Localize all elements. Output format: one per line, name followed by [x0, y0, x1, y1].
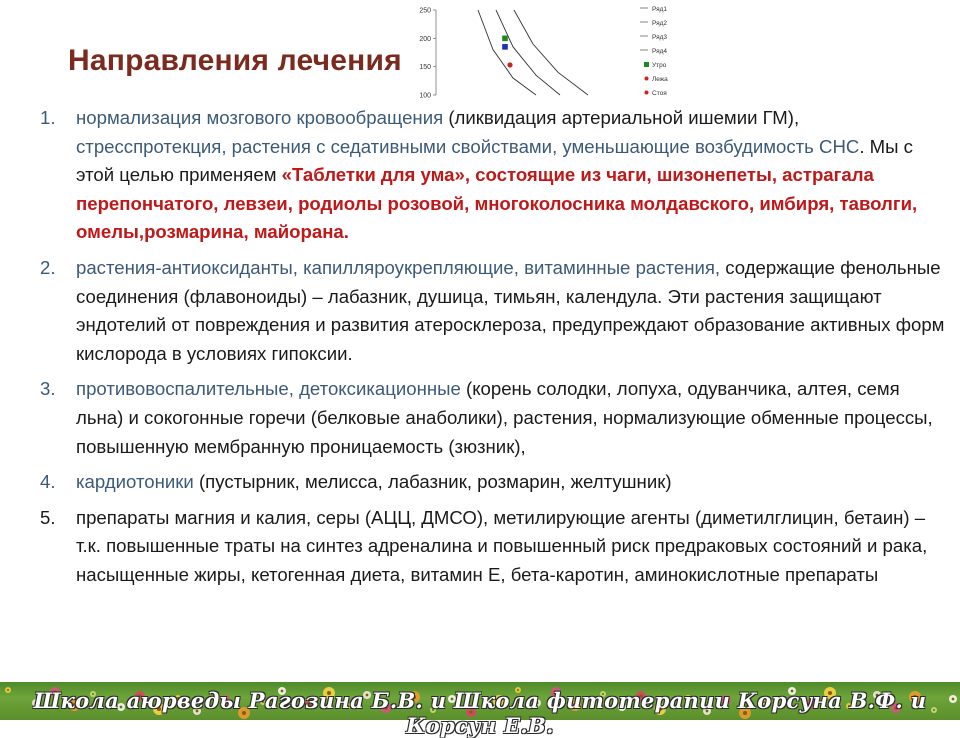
list-item-number: 5. — [40, 506, 56, 528]
chart-y-tick-label: 150 — [419, 64, 431, 72]
legend-label: Ряд1 — [652, 6, 668, 13]
chart-svg — [418, 0, 708, 100]
list-item-text: нормализация мозгового кровообращения — [76, 107, 449, 128]
list-item-number: 4. — [40, 471, 56, 493]
chart-y-tick-label: 200 — [419, 35, 431, 43]
list-item-text: «Таблетки для ума», состоящие из чаги, шизонепеты, астрагала перепончатого, левзеи, родиолы розовой, многоколосника молдавского, имбиря, таволги, омелы,розмарина, майорана. — [76, 164, 918, 243]
page-title: Направления лечения — [68, 44, 402, 77]
list-item-text: кардиотоники — [76, 471, 199, 493]
list-item-text: . Мы с этой целью применяем — [76, 135, 913, 186]
list-item-text: (ликвидация артериальной ишемии ГМ), — [448, 107, 800, 128]
list-item-text: противовоспалительные, детоксикационные — [76, 378, 466, 400]
treatment-list — [40, 104, 950, 597]
footer-text: Школа аюрведы Рагозина Б.В. и Школа фитотерапии Корсуна В.Ф. и Корсун Е.В. — [33, 688, 927, 738]
chart-marker — [502, 36, 508, 42]
list-item-text: (корень солодки, лопуха, одуванчика, алтея, семя льна) и сокогонные горечи (белковые анаболики), растения, нормализующие обменные процессы, повышенную мембранную проницаемость (зюзник), — [76, 378, 933, 457]
chart-series-line — [478, 10, 536, 95]
inset-chart — [418, 0, 708, 100]
chart-y-tick-label: 250 — [419, 7, 431, 15]
chart-series-line — [514, 10, 588, 95]
list-item-number: 1. — [40, 107, 56, 128]
legend-swatch — [644, 62, 649, 67]
legend-label: Лежа — [652, 76, 668, 83]
list-item-text: растения-антиоксиданты, капилляроукрепляющие, витаминные растения, — [76, 256, 726, 278]
list-item — [40, 104, 950, 247]
chart-marker — [507, 62, 512, 67]
chart-marker — [502, 44, 508, 50]
list-item-text: препараты магния и калия, серы (АЦЦ, ДМСО), метилирующие агенты (диметилглицин, бетаин) – т.к. повышенные траты на синтез адреналина и повышенный риск предраковых состояний и рака, насыщенные жиры, кетогенная диета, витамин Е, бета-каротин, аминокислотные препараты — [76, 506, 928, 585]
legend-label: Стоя — [652, 90, 667, 97]
list-item-number: 3. — [40, 378, 56, 400]
list-item-text: содержащие фенольные соединения (флавоноиды) – лабазник, душица, тимьян, календула. Эти растения защищают эндотелий от повреждения и развития атеросклероза, предупреждают образование активных форм кислорода в условиях гипоксии. — [76, 256, 945, 364]
list-item — [40, 468, 950, 497]
list-item — [40, 504, 950, 590]
list-item — [40, 375, 950, 461]
legend-swatch — [645, 91, 649, 95]
chart-y-tick-label: 100 — [419, 92, 431, 100]
legend-label: Ряд4 — [652, 48, 668, 55]
footer-banner — [0, 682, 960, 738]
list-item — [40, 254, 950, 368]
list-item-number: 2. — [40, 256, 56, 278]
legend-swatch — [645, 77, 649, 81]
list-item-text: стресспротекция, растения с седативными свойствами, уменьшающие возбудимость СНС — [76, 135, 860, 157]
legend-label: Ряд3 — [652, 34, 668, 41]
legend-label: Утро — [652, 62, 667, 69]
chart-series-line — [496, 10, 560, 95]
list-item-text: (пустырник, мелисса, лабазник, розмарин, желтушник) — [198, 471, 672, 493]
legend-label: Ряд2 — [652, 20, 668, 27]
